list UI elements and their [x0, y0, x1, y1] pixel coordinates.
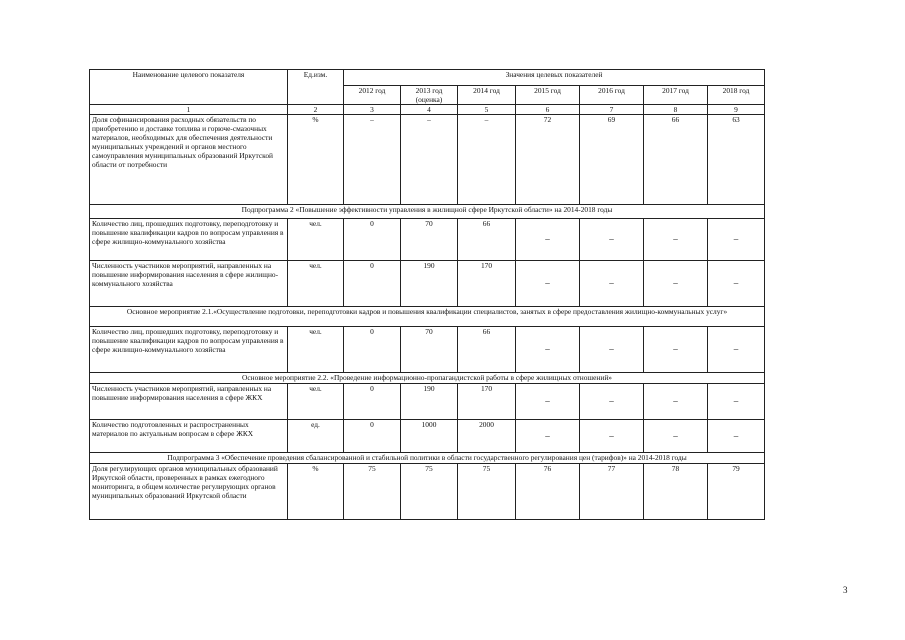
table-row: [90, 420, 765, 453]
indicator-name: Количество подготовленных и распространенных материалов по актуальным вопросам в сфере ЖКХ: [90, 420, 288, 453]
table-row: [90, 327, 765, 373]
indicator-value: –: [580, 384, 644, 420]
header-year: 2012 год: [344, 86, 401, 105]
section-row: [90, 373, 765, 384]
page-number: 3: [843, 585, 848, 595]
column-number: 4: [401, 105, 458, 115]
indicator-value: –: [344, 115, 401, 205]
indicator-value: –: [644, 327, 708, 373]
indicator-value: –: [708, 219, 765, 261]
section-title: Основное мероприятие 2.2. «Проведение информационно-пропагандистской работы в сфере жилищных отношений»: [90, 373, 765, 384]
indicator-name: Количество лиц, прошедших подготовку, переподготовку и повышение квалификации кадров по вопросам управления в сфере жилищно-коммунального хозяйства: [90, 219, 288, 261]
header-year: 2016 год: [580, 86, 644, 105]
indicator-value: 0: [344, 219, 401, 261]
indicator-name: Численность участников мероприятий, направленных на повышение информирования населения в сфере жилищно-коммунального хозяйства: [90, 261, 288, 307]
table-row: [90, 219, 765, 261]
indicator-value: 190: [401, 261, 458, 307]
indicator-value: 66: [644, 115, 708, 205]
indicator-value: –: [708, 384, 765, 420]
indicator-unit: чел.: [288, 261, 344, 307]
indicator-value: 66: [458, 327, 516, 373]
indicator-value: 72: [516, 115, 580, 205]
header-year: 2018 год: [708, 86, 765, 105]
indicator-unit: %: [288, 115, 344, 205]
indicator-value: 69: [580, 115, 644, 205]
header-year: 2013 год (оценка): [401, 86, 458, 105]
indicator-value: 76: [516, 464, 580, 520]
indicator-value: –: [708, 420, 765, 453]
indicator-value: 75: [458, 464, 516, 520]
column-number: 1: [90, 105, 288, 115]
section-title: Подпрограмма 3 «Обеспечение проведения сбалансированной и стабильной политики в области государственного регулирования цен (тарифов)» на 2014-2018 годы: [90, 453, 765, 464]
indicator-value: 70: [401, 219, 458, 261]
indicator-value: –: [644, 219, 708, 261]
table-row: [90, 384, 765, 420]
header-year: 2015 год: [516, 86, 580, 105]
indicator-value: –: [516, 420, 580, 453]
column-number: 8: [644, 105, 708, 115]
column-number: 2: [288, 105, 344, 115]
table-row: [90, 115, 765, 205]
indicator-value: 70: [401, 327, 458, 373]
indicator-name: Доля регулирующих органов муниципальных образований Иркутской области, проверенных в рамках ежегодного мониторинга, в общем количестве регулирующих органов муниципальных образований Иркутской области: [90, 464, 288, 520]
indicator-value: –: [580, 219, 644, 261]
column-number: 5: [458, 105, 516, 115]
indicator-value: –: [708, 327, 765, 373]
indicator-value: 170: [458, 384, 516, 420]
indicator-value: –: [644, 420, 708, 453]
indicator-value: 0: [344, 327, 401, 373]
table-row: [90, 261, 765, 307]
indicator-unit: чел.: [288, 384, 344, 420]
indicator-value: –: [580, 261, 644, 307]
indicator-unit: чел.: [288, 327, 344, 373]
indicator-unit: чел.: [288, 219, 344, 261]
indicator-unit: %: [288, 464, 344, 520]
section-row: [90, 205, 765, 219]
indicator-value: 63: [708, 115, 765, 205]
indicator-value: –: [580, 420, 644, 453]
column-number: 7: [580, 105, 644, 115]
indicator-value: –: [644, 261, 708, 307]
indicators-table: [89, 69, 765, 520]
header-year: 2014 год: [458, 86, 516, 105]
indicator-value: 77: [580, 464, 644, 520]
indicator-value: –: [516, 327, 580, 373]
indicator-value: –: [708, 261, 765, 307]
section-title: Основное мероприятие 2.1.«Осуществление подготовки, переподготовки кадров и повышения квалификации специалистов, занятых в сфере предоставления жилищно-коммунальных услуг»: [90, 307, 765, 327]
indicator-value: –: [401, 115, 458, 205]
header-values-group: Значения целевых показателей: [344, 70, 765, 86]
indicator-unit: ед.: [288, 420, 344, 453]
table-row: [90, 464, 765, 520]
header-year: 2017 год: [644, 86, 708, 105]
indicator-value: 75: [401, 464, 458, 520]
indicator-value: 79: [708, 464, 765, 520]
indicator-value: 75: [344, 464, 401, 520]
indicator-value: 2000: [458, 420, 516, 453]
section-title: Подпрограмма 2 «Повышение эффективности управления в жилищной сфере Иркутской области» на 2014-2018 годы: [90, 205, 765, 219]
indicator-value: 0: [344, 261, 401, 307]
indicator-value: 170: [458, 261, 516, 307]
section-row: [90, 453, 765, 464]
indicator-value: –: [516, 261, 580, 307]
indicator-name: Численность участников мероприятий, направленных на повышение информирования населения в сфере ЖКХ: [90, 384, 288, 420]
indicator-value: 0: [344, 384, 401, 420]
header-name: Наименование целевого показателя: [90, 70, 288, 105]
indicator-value: 66: [458, 219, 516, 261]
section-row: [90, 307, 765, 327]
indicator-value: 0: [344, 420, 401, 453]
column-number: 9: [708, 105, 765, 115]
indicator-value: 190: [401, 384, 458, 420]
indicator-value: –: [458, 115, 516, 205]
indicator-value: –: [580, 327, 644, 373]
indicator-value: 1000: [401, 420, 458, 453]
column-number: 6: [516, 105, 580, 115]
indicator-value: –: [516, 219, 580, 261]
header-unit: Ед.изм.: [288, 70, 344, 105]
indicator-value: –: [644, 384, 708, 420]
indicator-name: Доля софинансирования расходных обязательств по приобретению и доставке топлива и горюче-смазочных материалов, необходимых для обеспечения деятельности муниципальных учреждений и органов местного самоуправления муниципальных образований Иркутской области от потребности: [90, 115, 288, 205]
indicator-name: Количество лиц, прошедших подготовку, переподготовку и повышение квалификации кадров по вопросам управления в сфере жилищно-коммунального хозяйства: [90, 327, 288, 373]
indicator-value: –: [516, 384, 580, 420]
indicator-value: 78: [644, 464, 708, 520]
column-number: 3: [344, 105, 401, 115]
